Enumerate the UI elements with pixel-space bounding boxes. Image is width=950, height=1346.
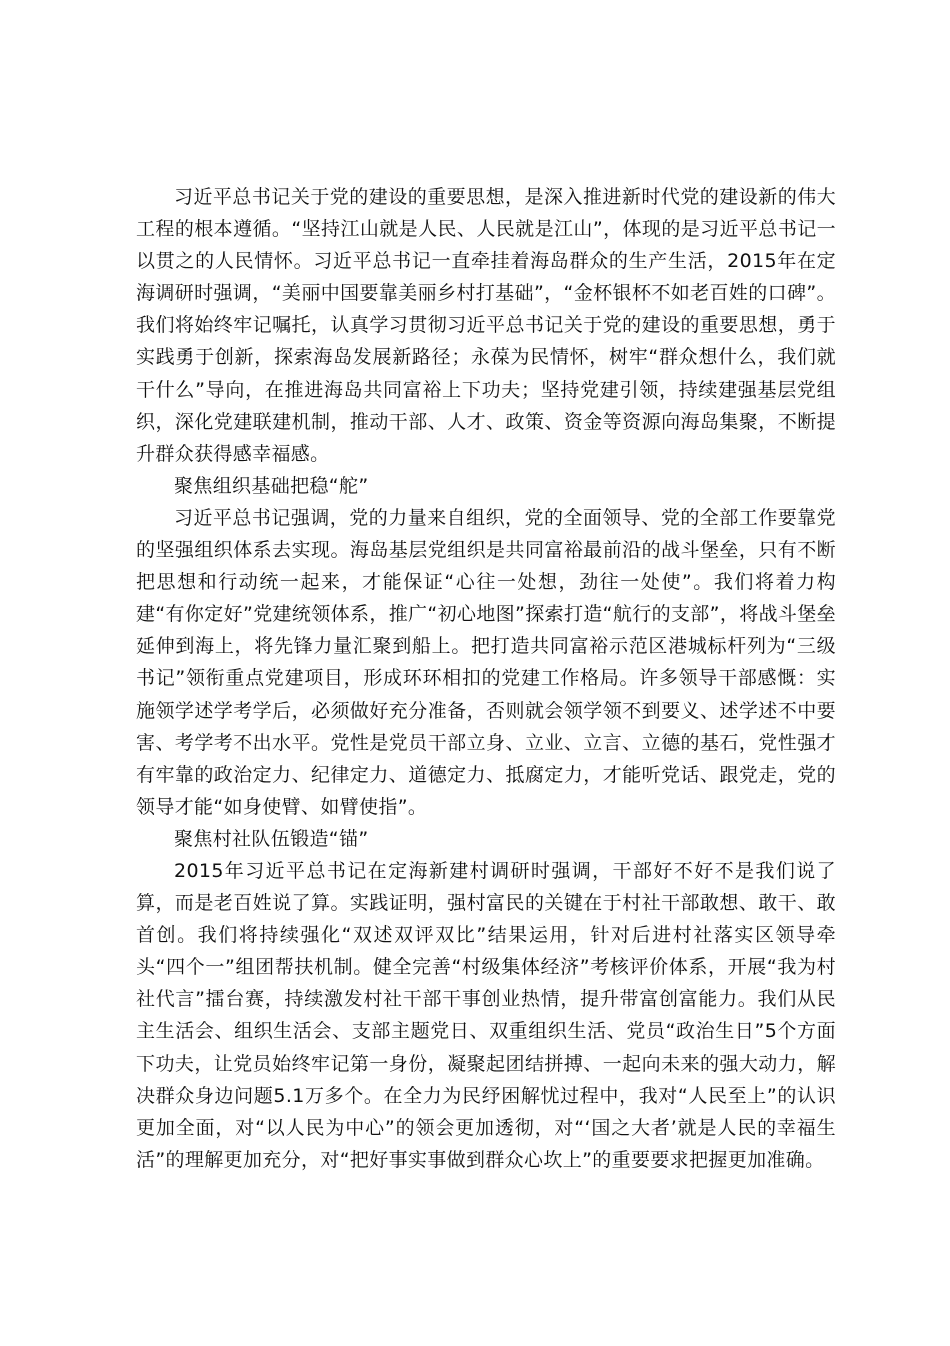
section-paragraph-organization: 习近平总书记强调，党的力量来自组织，党的全面领导、党的全部工作要靠党的坚强组织体系去实现。海岛基层党组织是共同富裕最前沿的战斗堡垒，只有不断把思想和行动统一起来，才能保证“心往一处想，劲往一处使”。我们将着力构建“有你定好”党建统领体系，推广“初心地图”探索打造“航行的支部”，将战斗堡垒延伸到海上，将先锋力量汇聚到船上。把打造共同富裕示范区港城标杆列为“三级书记”领衔重点党建项目，形成环环相扣的党建工作格局。许多领导干部感慨：实施领学述学考学后，必须做好充分准备，否则就会领学领不到要义、述学述不中要害、考学考不出水平。党性是党员干部立身、立业、立言、立德的基石，党性强才有牢靠的政治定力、纪律定力、道德定力、抵腐定力，才能听党话、跟党走，党的领导才能“如身使臂、如臂使指”。 (136, 506, 836, 818)
intro-paragraph: 习近平总书记关于党的建设的重要思想，是深入推进新时代党的建设新的伟大工程的根本遵循。“坚持江山就是人民、人民就是江山”，体现的是习近平总书记一以贯之的人民情怀。习近平总书记一直牵挂着海岛群众的生产生活，2015年在定海调研时强调，“美丽中国要靠美丽乡村打基础”，“金杯银杯不如老百姓的口碑”。我们将始终牢记嘱托，认真学习贯彻习近平总书记关于党的建设的重要思想，勇于实践勇于创新，探索海岛发展新路径；永葆为民情怀，树牢“群众想什么，我们就干什么”导向，在推进海岛共同富裕上下功夫；坚持党建引领，持续建强基层党组织，深化党建联建机制，推动干部、人才、政策、资金等资源向海岛集聚，不断提升群众获得感幸福感。 (136, 186, 836, 465)
section-heading-rudder: 聚焦组织基础把稳“舵” (174, 474, 369, 497)
section-paragraph-village: 2015年习近平总书记在定海新建村调研时强调，干部好不好不是我们说了算，而是老百姓说了算。实践证明，强村富民的关键在于村社干部敢想、敢干、敢首创。我们将持续强化“双述双评双比”结果运用，针对后进村社落实区领导牵头“四个一”组团帮扶机制。健全完善“村级集体经济”考核评价体系，开展“我为村社代言”擂台赛，持续激发村社干部干事创业热情，提升带富创富能力。我们从民主生活会、组织生活会、支部主题党日、双重组织生活、党员“政治生日”5个方面下功夫，让党员始终牢记第一身份，凝聚起团结拼搏、一起向未来的强大动力，解决群众身边问题5.1万多个。在全力为民纾困解忧过程中，我对“人民至上”的认识更加全面，对“以人民为中心”的领会更加透彻，对“‘国之大者’就是人民的幸福生活”的理解更加充分，对“把好事实事做到群众心坎上”的重要要求把握更加准确。 (136, 859, 836, 1171)
section-heading-anchor: 聚焦村社队伍锻造“锚” (174, 827, 369, 850)
article-body (136, 181, 836, 1176)
